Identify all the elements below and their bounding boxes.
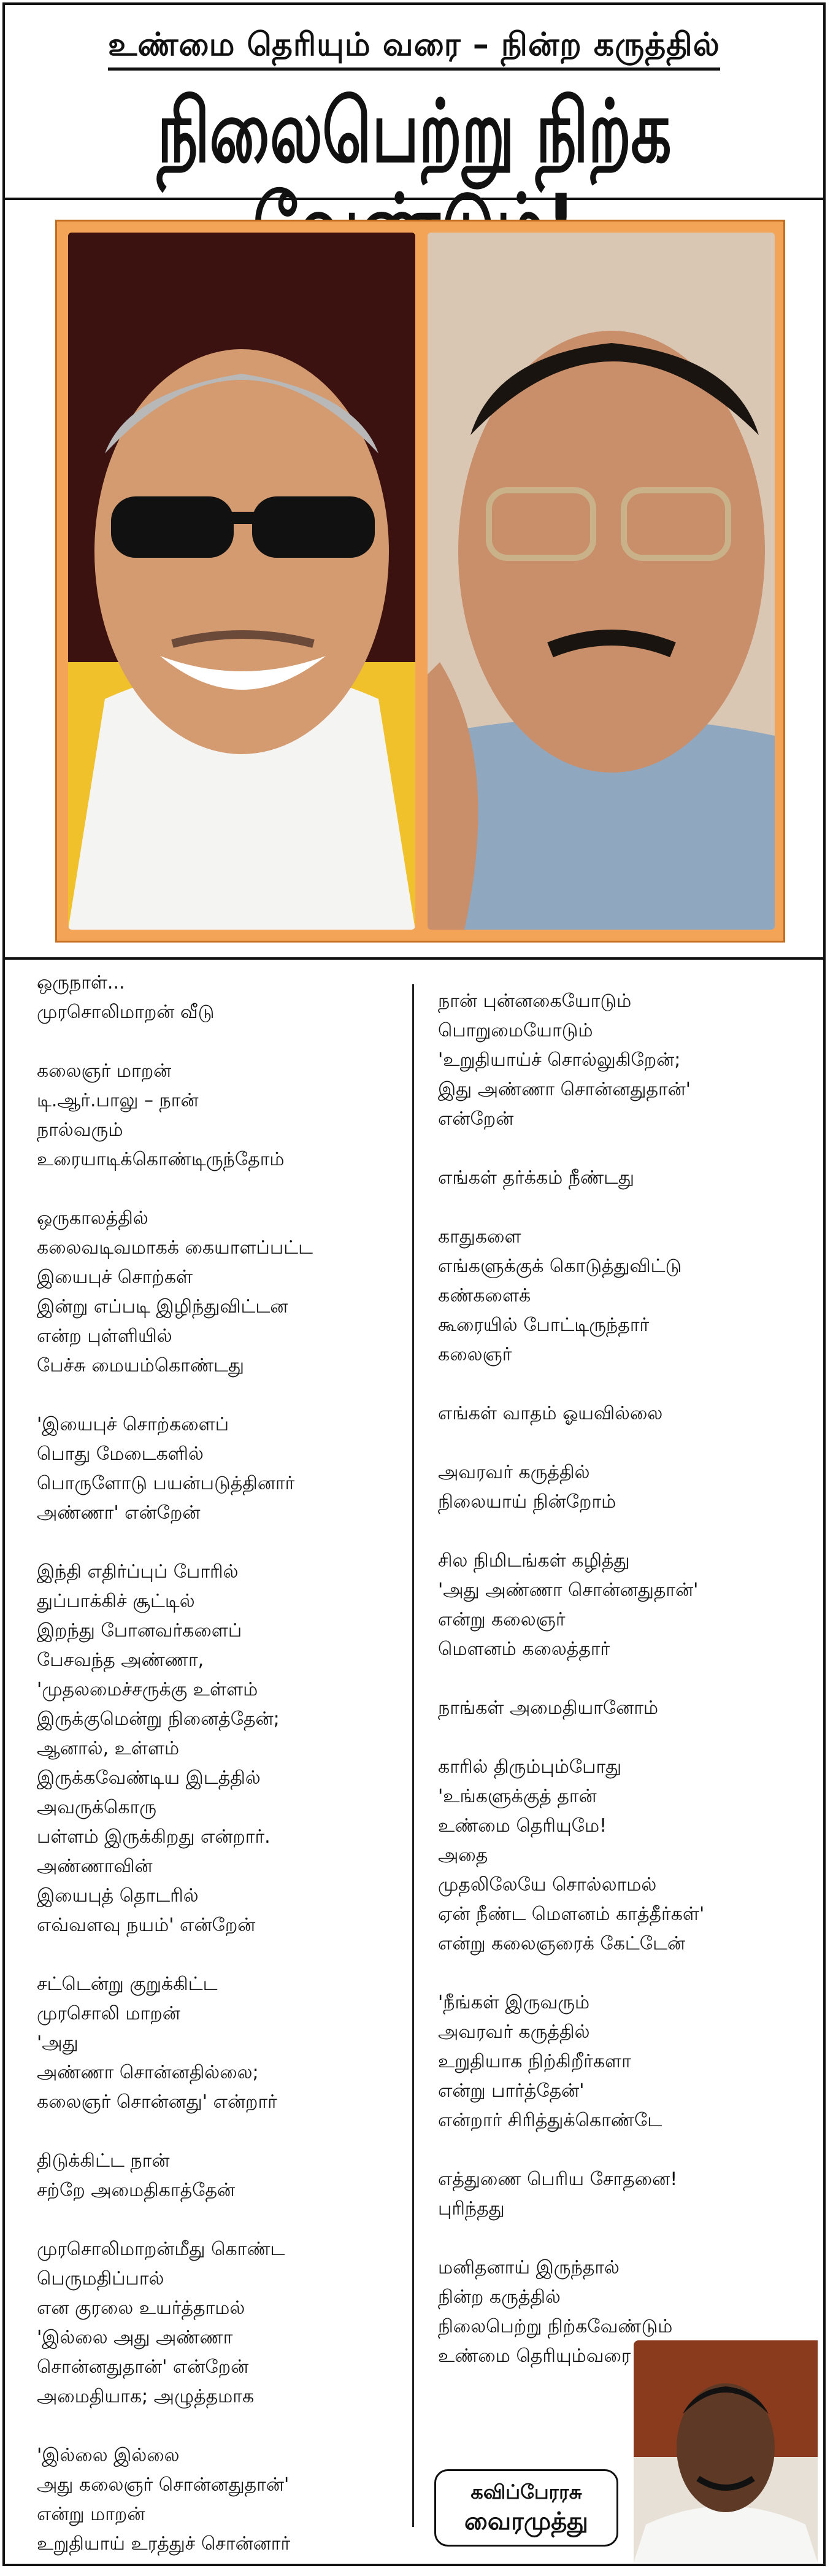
- poem-line: அவரவர் கருத்தில்: [438, 2021, 590, 2043]
- poem-line: இருக்குமென்று நினைத்தேன்;: [37, 1708, 280, 1730]
- author-portrait-icon: [634, 2340, 818, 2563]
- poem-stanza: [438, 1222, 806, 1370]
- poem-line: மௌனம் கலைத்தார்: [438, 1638, 610, 1660]
- poem-line: பொருளோடு பயன்படுத்தினார்: [37, 1473, 295, 1494]
- poem-line: உரையாடிக்கொண்டிருந்தோம்: [37, 1149, 285, 1170]
- poem-line: எத்துணை பெரிய சோதனை!: [438, 2169, 678, 2190]
- newspaper-page: [2, 2, 826, 2566]
- poem-line: உறுதியாய் உரத்துச் சொன்னார்: [37, 2533, 291, 2555]
- poem-line: மனிதனாய் இருந்தால்: [438, 2257, 620, 2278]
- poem-line: இயைபுத் தொடரில்: [37, 1885, 199, 1907]
- poem-line: நிலைபெற்று நிற்கவேண்டும்: [438, 2316, 673, 2337]
- poem-column-right: [438, 960, 806, 2564]
- poem-stanza: [37, 1057, 399, 1174]
- main-headline: நிலைபெற்று நிற்க: [157, 80, 671, 182]
- poem-line: என்றார் சிரித்துக்கொண்டே: [438, 2110, 662, 2131]
- poem-stanza: [438, 1753, 806, 1959]
- portrait-photo-left: [68, 233, 415, 930]
- poem-stanza: [438, 1399, 806, 1429]
- poem-line: அதை: [438, 1845, 488, 1866]
- poem-line: அமைதியாக; அழுத்தமாக: [37, 2386, 255, 2407]
- poem-line: அவருக்கொரு: [37, 1797, 157, 1818]
- poem-stanza: [37, 1410, 399, 1528]
- poem-line: 'இல்லை அது அண்ணா: [37, 2327, 233, 2348]
- poem-stanza: [37, 2441, 399, 2559]
- poem-line: இயைபுச் சொற்கள்: [37, 1267, 193, 1288]
- poem-line: ஏன் நீண்ட மௌனம் காத்தீர்கள்': [438, 1903, 705, 1925]
- poem-line: அண்ணா' என்றேன்: [37, 1502, 201, 1524]
- poem-stanza: [37, 2146, 399, 2205]
- poem-line: இருக்கவேண்டிய இடத்தில்: [37, 1767, 261, 1789]
- poem-line: காதுகளை: [438, 1226, 521, 1248]
- poem-line: என குரலை உயர்த்தாமல்: [37, 2297, 245, 2319]
- masthead: [5, 5, 823, 200]
- poem-line: சில நிமிடங்கள் கழித்து: [438, 1550, 630, 1571]
- poem-line: முதலிலேயே சொல்லாமல்: [438, 1874, 657, 1895]
- poem-line: எங்கள் வாதம் ஓயவில்லை: [438, 1403, 663, 1424]
- poem-line: முரசொலிமாறன்மீது கொண்ட: [37, 2239, 285, 2260]
- poem-stanza: [37, 1970, 399, 2117]
- poem-line: 'இல்லை இல்லை: [37, 2445, 180, 2466]
- poem-line: என்று கலைஞர்: [438, 1609, 566, 1630]
- poem-line: எவ்வளவு நயம்' என்றேன்: [37, 1915, 256, 1936]
- poem-line: 'முதலமைச்சருக்கு உள்ளம்: [37, 1679, 258, 1700]
- poem-line: 'அது: [37, 2032, 79, 2054]
- poem-stanza: [37, 2235, 399, 2412]
- poem-line: முரசொலிமாறன் வீடு: [37, 1001, 215, 1023]
- author-title: கவிப்பேரரசு: [470, 2480, 582, 2504]
- poem-line: இந்தி எதிர்ப்புப் போரில்: [37, 1561, 239, 1583]
- poem-stanza: [37, 968, 399, 1027]
- author-photo: [634, 2340, 818, 2563]
- poem-line: எங்களுக்குக் கொடுத்துவிட்டு: [438, 1255, 682, 1277]
- poem-line: பள்ளம் இருக்கிறது என்றார்.: [37, 1826, 271, 1848]
- poem-stanza: [438, 1458, 806, 1517]
- poem-stanza: [37, 1557, 399, 1940]
- poem-line: முரசொலி மாறன்: [37, 2003, 180, 2024]
- poem-line: டி.ஆர்.பாலு – நான்: [37, 1090, 199, 1111]
- poem-line: பேசவந்த அண்ணா,: [37, 1649, 204, 1671]
- poem-stanza: [438, 1694, 806, 1723]
- poem-line: திடுக்கிட்ட நான்: [37, 2150, 170, 2172]
- poem-line: சட்டென்று குறுக்கிட்ட: [37, 1973, 218, 1995]
- poem-line: கலைஞர் மாறன்: [37, 1060, 172, 1082]
- poem-line: உண்மை தெரியுமே!: [438, 1815, 607, 1837]
- poem-line: துப்பாக்கிச் சூட்டில்: [37, 1591, 195, 1612]
- poem-line: 'இயைபுச் சொற்களைப்: [37, 1414, 229, 1435]
- poem-column-left: [37, 960, 399, 2564]
- poem-line: எங்கள் தர்க்கம் நீண்டது: [438, 1167, 635, 1189]
- poem-line: இறந்து போனவர்களைப்: [37, 1620, 242, 1641]
- poem-line: என்று மாறன்: [37, 2504, 145, 2525]
- poem-line: என்றேன்: [438, 1108, 514, 1130]
- poem-line: ஆனால், உள்ளம்: [37, 1738, 180, 1759]
- poem-stanza: [438, 1546, 806, 1664]
- column-divider: [412, 984, 414, 2527]
- poem-line: அவரவர் கருத்தில்: [438, 1462, 590, 1483]
- poem-line: அது கலைஞர் சொன்னதுதான்': [37, 2474, 290, 2496]
- poem-stanza: [37, 1204, 399, 1381]
- poem-line: ஒருகாலத்தில்: [37, 1208, 148, 1229]
- poem-line: கண்களைக்: [438, 1285, 531, 1306]
- poem-line: அண்ணாவின்: [37, 1856, 153, 1877]
- poem-line: அண்ணா சொன்னதில்லை;: [37, 2062, 259, 2083]
- poem-line: என்று பார்த்தேன்': [438, 2080, 585, 2102]
- author-name: வைரமுத்து: [464, 2507, 588, 2536]
- poem-stanza: [438, 1163, 806, 1193]
- poem-line: நின்ற கருத்தில்: [438, 2286, 561, 2308]
- poem-line: 'அது அண்ணா சொன்னதுதான்': [438, 1579, 699, 1601]
- poem-line: காரில் திரும்பும்போது: [438, 1756, 622, 1778]
- poem-line: கூரையில் போட்டிருந்தார்: [438, 1314, 650, 1336]
- man-with-glasses-hand-on-cheek-icon: [428, 233, 775, 930]
- poem-line: சற்றே அமைதிகாத்தேன்: [37, 2180, 236, 2201]
- poem-line: ஒருநாள்...: [37, 972, 125, 993]
- photo-frame: [55, 220, 785, 943]
- poem-line: பொறுமையோடும்: [438, 1020, 593, 1041]
- poem-line: பெருமதிப்பால்: [37, 2268, 164, 2289]
- poem-line: சொன்னதுதான்' என்றேன்: [37, 2356, 249, 2378]
- poem-line: புரிந்தது: [438, 2198, 505, 2219]
- poem-line: உறுதியாக நிற்கிறீர்களா: [438, 2051, 631, 2072]
- poem-line: கலைவடிவமாகக் கையாளப்பட்ட: [37, 1237, 313, 1259]
- poem-body: [5, 960, 823, 2564]
- poem-line: 'உறுதியாய்ச் சொல்லுகிறேன்;: [438, 1049, 681, 1071]
- poem-line: கலைஞர்: [438, 1344, 512, 1365]
- poem-line: 'உங்களுக்குத் தான்: [438, 1786, 597, 1807]
- poem-stanza: [438, 987, 806, 1134]
- smiling-man-sunglasses-icon: [68, 233, 415, 930]
- kicker-title: உண்மை தெரியும் வரை – நின்ற கருத்தில்: [108, 27, 720, 71]
- author-signature-box: [434, 2469, 618, 2547]
- poem-line: பேச்சு மையம்கொண்டது: [37, 1355, 245, 1376]
- poem-line: இது அண்ணா சொன்னதுதான்': [438, 1079, 691, 1100]
- poem-line: நால்வரும்: [37, 1119, 123, 1141]
- poem-line: என்று கலைஞரைக் கேட்டேன்: [438, 1933, 686, 1954]
- poem-stanza: [438, 1988, 806, 2135]
- poem-line: நிலையாய் நின்றோம்: [438, 1491, 616, 1513]
- poem-line: என்ற புள்ளியில்: [37, 1325, 172, 1347]
- poem-line: இன்று எப்படி இழிந்துவிட்டன: [37, 1296, 288, 1317]
- poem-line: நான் புன்னகையோடும்: [438, 990, 632, 1012]
- poem-line: உண்மை தெரியும்வரை: [438, 2345, 631, 2367]
- poem-line: கலைஞர் சொன்னது' என்றார்: [37, 2091, 277, 2113]
- portrait-photo-right: [428, 233, 775, 930]
- poem-line: பொது மேடைகளில்: [37, 1443, 204, 1465]
- poem-stanza: [438, 2165, 806, 2224]
- poem-line: 'நீங்கள் இருவரும்: [438, 1992, 590, 2013]
- poem-line: நாங்கள் அமைதியானோம்: [438, 1697, 659, 1719]
